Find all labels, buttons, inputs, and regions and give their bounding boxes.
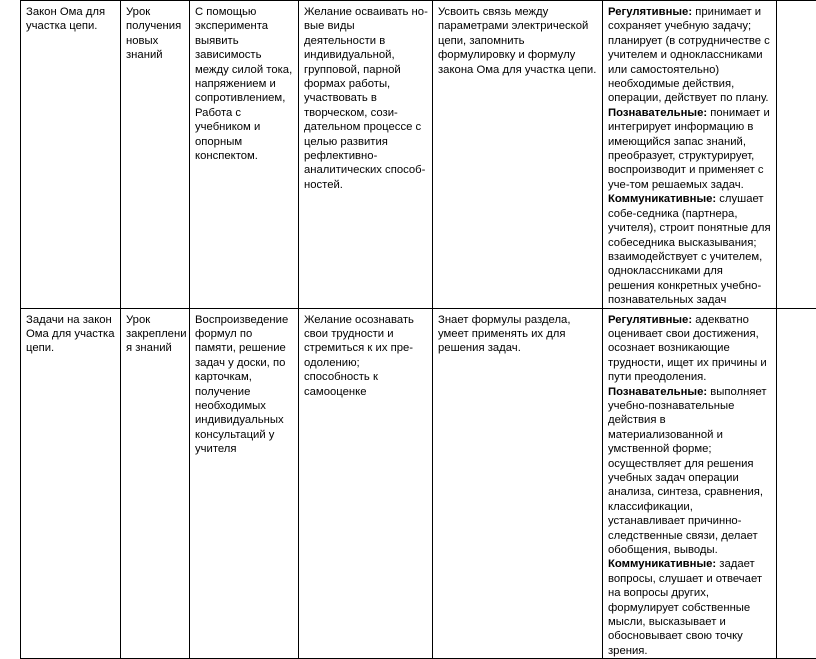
uud-cognitive	[608, 385, 772, 558]
uud-cell	[603, 1, 777, 309]
table-row	[21, 308, 816, 659]
uud-communicative-heading: Коммуникативные:	[608, 193, 716, 205]
subject-results-cell: Усвоить связь между параметрами электрической цепи, запомнить формулировку и формулу закона Ома для участка цепи.	[433, 1, 603, 309]
uud-communicative	[608, 557, 772, 658]
uud-communicative-heading: Коммуникативные:	[608, 558, 716, 570]
extra-cell	[777, 1, 816, 309]
uud-cognitive-heading: Познавательные:	[608, 386, 707, 398]
uud-regulatory	[608, 5, 772, 106]
uud-cognitive	[608, 106, 772, 192]
uud-cognitive-text: понимает и интегрирует информацию в имеющийся запас знаний, преобразует, структурирует, воспроизводит и применяет с уче-том решаемых задач.	[608, 107, 770, 191]
uud-communicative-text: задает вопросы, слушает и отвечает на вопросы других, формулирует собственные мысли, высказывает и обосновывает свою точку зрения.	[608, 558, 762, 656]
uud-communicative-text: слушает собе-седника (партнера, учителя), строит понятные для собеседника высказывания; взаимодействует с учителем, одноклассниками для решения конкретных учебно-познавательных задач	[608, 193, 771, 306]
uud-regulatory-heading: Регулятивные:	[608, 6, 692, 18]
activity-cell: Воспроизведение формул по памяти, решение задач у доски, по карточкам, получение необходимых индивидуальных консультаций у учителя	[190, 308, 299, 659]
uud-regulatory-text: принимает и сохраняет учебную задачу; планирует (в сотрудничестве с учителем и одноклассниками или самостоятельно) необходимые действия, операции, действует по плану.	[608, 6, 770, 104]
uud-communicative	[608, 192, 772, 307]
lesson-type-cell: Урок получения новых знаний	[121, 1, 190, 309]
uud-regulatory-heading: Регулятивные:	[608, 314, 692, 326]
uud-cognitive-text: выполняет учебно-познавательные действия в материализованной и умственной форме; осуществляет для решения учебных задач операции анализа, синтеза, сравнения, классификации, устанавливает причинно-следственные связи, делает обобщения, выводы.	[608, 386, 767, 556]
lesson-plan-table	[20, 0, 816, 659]
uud-cognitive-heading: Познавательные:	[608, 107, 707, 119]
subject-results-cell: Знает формулы раздела, умеет применять их для решения задач.	[433, 308, 603, 659]
personal-results-cell: Желание осваивать но-вые виды деятельности в индивидуальной, групповой, парной формах работы, участвовать в творческом, сози-дательном процессе с целью развития рефлективно-аналитических способ-ностей.	[299, 1, 433, 309]
activity-cell: С помощью эксперимента выявить зависимость между силой тока, напряжением и сопротивлением, Работа с учебником и опорным конспектом.	[190, 1, 299, 309]
extra-cell	[777, 308, 816, 659]
table-row	[21, 1, 816, 309]
lesson-type-cell: Урок закреплени я знаний	[121, 308, 190, 659]
uud-regulatory-text: адекватно оценивает свои достижения, осознает возникающие трудности, ищет их причины и пути преодоления.	[608, 314, 767, 384]
topic-cell: Закон Ома для участка цепи.	[21, 1, 121, 309]
personal-results-cell: Желание осознавать свои трудности и стремиться к их пре-одолению; способность к самооценке	[299, 308, 433, 659]
uud-cell	[603, 308, 777, 659]
topic-cell: Задачи на закон Ома для участка цепи.	[21, 308, 121, 659]
uud-regulatory	[608, 313, 772, 385]
